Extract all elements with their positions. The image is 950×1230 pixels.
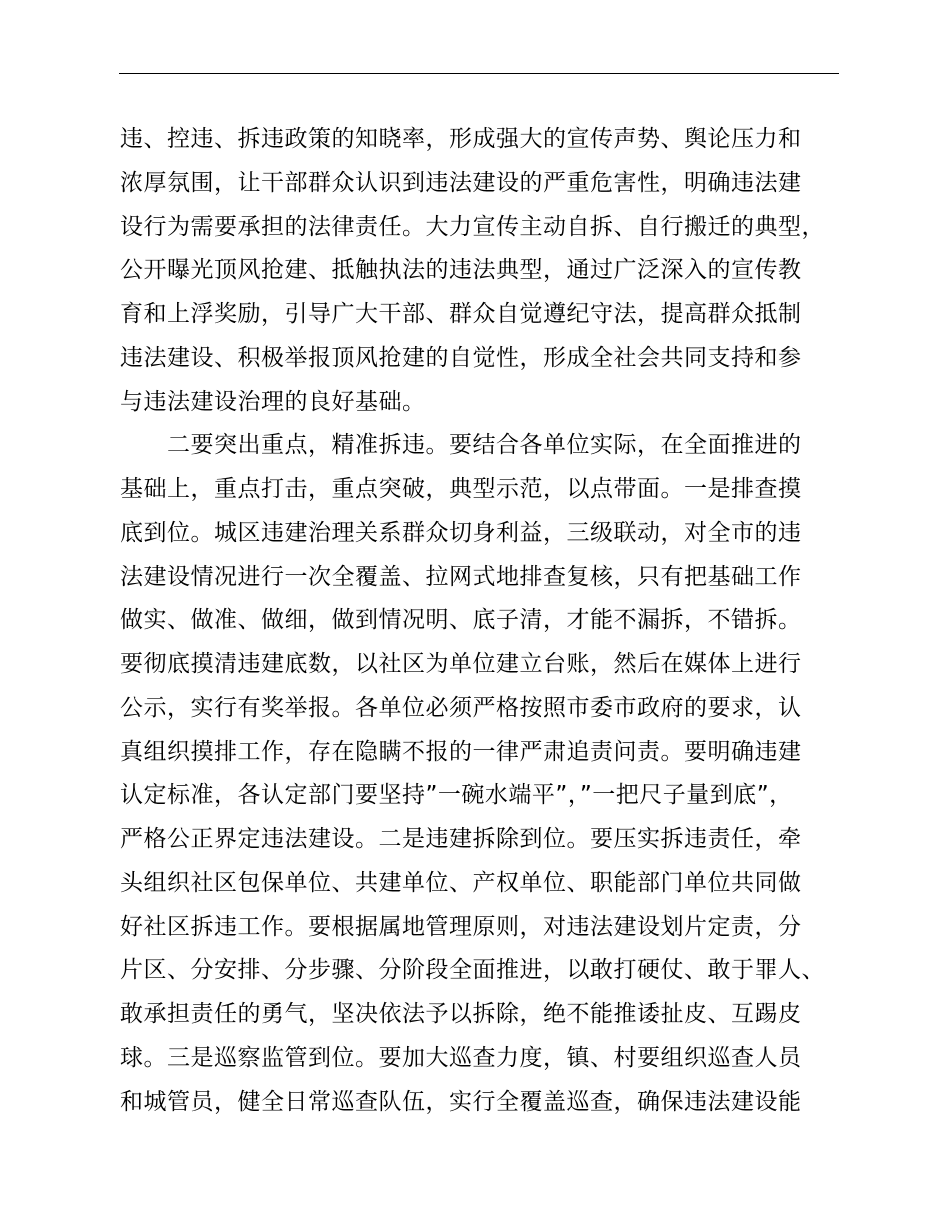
- text-line: 敢承担责任的勇气，坚决依法予以拆除，绝不能推诿扯皮、互踢皮: [120, 1001, 802, 1027]
- text-line: 基础上，重点打击，重点突破，典型示范，以点带面。一是排查摸: [120, 476, 802, 502]
- text-line: 要彻底摸清违建底数，以社区为单位建立台账，然后在媒体上进行: [120, 651, 802, 677]
- text-line: 好社区拆违工作。要根据属地管理原则，对违法建设划片定责，分: [120, 913, 802, 940]
- text-line: 认定标准，各认定部门要坚持”一碗水端平”，”一把尺子量到底”，: [120, 782, 793, 809]
- text-line: 头组织社区包保单位、共建单位、产权单位、职能部门单位共同做: [120, 869, 802, 896]
- text-line: 球。三是巡察监管到位。要加大巡查力度，镇、村要组织巡查人员: [120, 1044, 802, 1071]
- text-line: 育和上浮奖励，引导广大干部、群众自觉遵纪守法，提高群众抵制: [120, 301, 802, 327]
- text-line: 真组织摸排工作，存在隐瞒不报的一律严肃追责问责。要明确违建: [120, 738, 802, 765]
- text-line: 公开曝光顶风抢建、抵触执法的违法典型，通过广泛深入的宣传教: [120, 257, 802, 284]
- text-line: 浓厚氛围，让干部群众认识到违法建设的严重危害性，明确违法建: [120, 169, 802, 196]
- text-line: 严格公正界定违法建设。二是违建拆除到位。要压实拆违责任，牵: [120, 826, 802, 852]
- header-rule: [119, 73, 839, 74]
- text-line: 违法建设、积极举报顶风抢建的自觉性，形成全社会共同支持和参: [120, 344, 802, 371]
- text-line: 和城管员，健全日常巡查队伍，实行全覆盖巡查，确保违法建设能: [120, 1088, 802, 1115]
- text-line: 与违法建设治理的良好基础。: [120, 388, 426, 415]
- text-line: 公示，实行有奖举报。各单位必须严格按照市委市政府的要求，认: [120, 694, 802, 721]
- text-line: 法建设情况进行一次全覆盖、拉网式地排查复核，只有把基础工作: [120, 563, 802, 590]
- text-line: 设行为需要承担的法律责任。大力宣传主动自拆、自行搬迁的典型，: [120, 213, 825, 240]
- text-line: 做实、做准、做细，做到情况明、底子清，才能不漏拆，不错拆。: [120, 607, 802, 634]
- text-line: 底到位。城区违建治理关系群众切身利益，三级联动，对全市的违: [120, 519, 802, 546]
- text-line: 二要突出重点，精准拆违。要结合各单位实际，在全面推进的: [120, 432, 802, 459]
- text-line: 违、控违、拆违政策的知晓率，形成强大的宣传声势、舆论压力和: [120, 126, 802, 152]
- body-text: [120, 118, 880, 1124]
- text-line: 片区、分安排、分步骤、分阶段全面推进，以敢打硬仗、敢于罪人、: [120, 957, 825, 984]
